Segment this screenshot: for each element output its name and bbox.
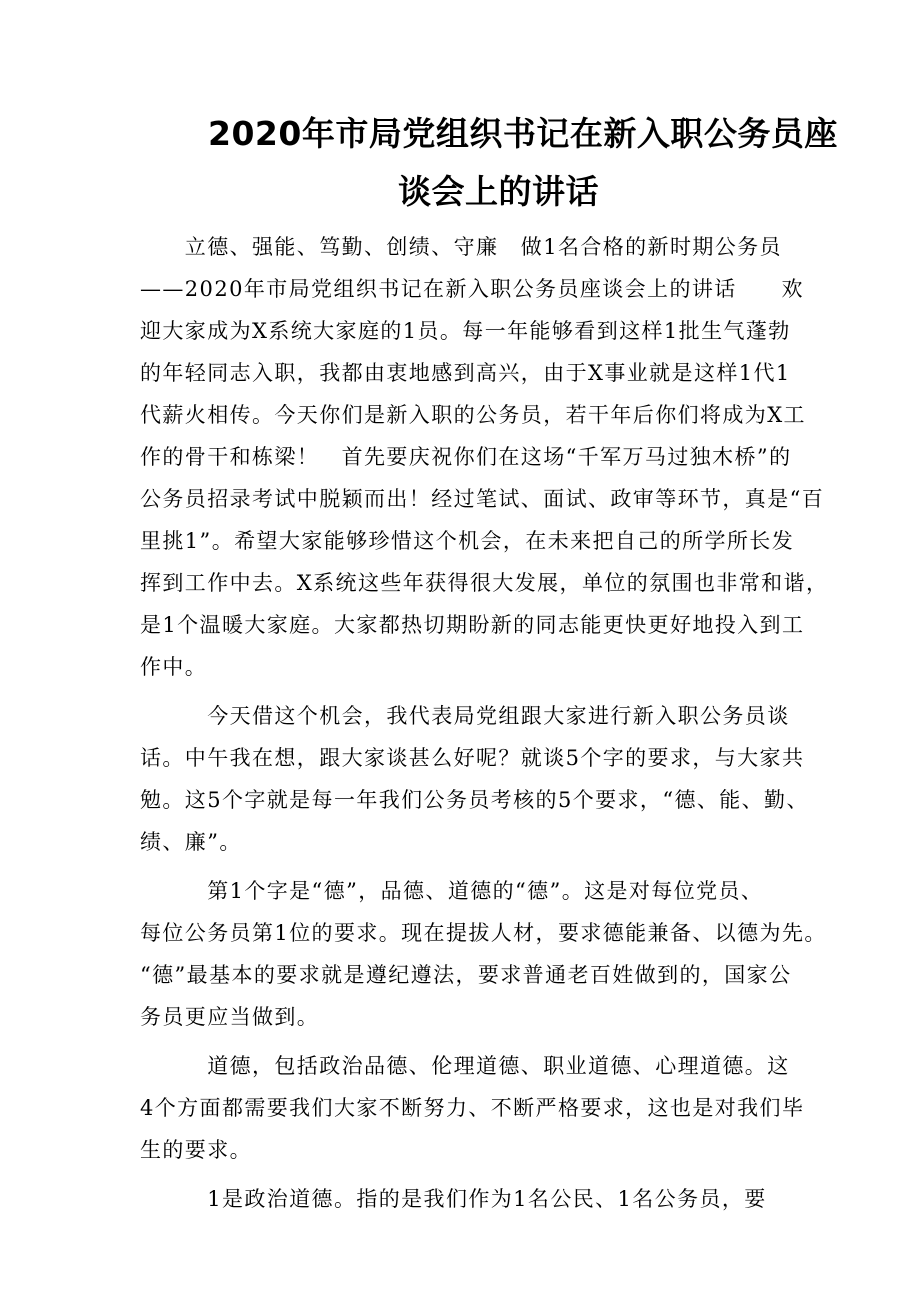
body-line: 立德、强能、笃勤、创绩、守廉 做1名合格的新时期公务员 <box>140 235 782 259</box>
body-line: 作中。 <box>140 655 208 679</box>
body-line: 挥到工作中去。X系统这些年获得很大发展，单位的氛围也非常和谐， <box>140 571 829 595</box>
body-line: 勉。这5个字就是每一年我们公务员考核的5个要求，“德、能、勤、 <box>140 788 809 812</box>
body-line: 的年轻同志入职，我都由衷地感到高兴，由于X事业就是这样1代1 <box>140 361 791 385</box>
body-line: 是1个温暖大家庭。大家都热切期盼新的同志能更快更好地投入到工 <box>140 613 805 637</box>
body-line: 1是政治道德。指的是我们作为1名公民、1名公务员，要 <box>140 1187 767 1211</box>
body-line: 4个方面都需要我们大家不断努力、不断严格要求，这也是对我们毕 <box>140 1096 805 1120</box>
body-line: 公务员招录考试中脱颖而出！经过笔试、面试、政审等环节，真是“百 <box>140 487 825 511</box>
body-line: 里挑1”。希望大家能够珍惜这个机会，在未来把自己的所学所长发 <box>140 529 795 553</box>
document-title-line-2: 谈会上的讲话 <box>398 172 599 211</box>
body-line: 每位公务员第1位的要求。现在提拔人材，要求德能兼备、以德为先。 <box>140 921 827 945</box>
body-line: 迎大家成为X系统大家庭的1员。每一年能够看到这样1批生气蓬勃 <box>140 319 791 343</box>
body-line: 作的骨干和栋梁！ 首先要庆祝你们在这场“千军万马过独木桥”的 <box>140 445 792 469</box>
document-title-line-1: 2020年市局党组织书记在新入职公务员座 <box>208 114 838 153</box>
body-line: 务员更应当做到。 <box>140 1005 320 1029</box>
body-line: 道德，包括政治品德、伦理道德、职业道德、心理道德。这 <box>140 1054 790 1078</box>
body-line: 第1个字是“德”，品德、道德的“德”。这是对每位党员、 <box>140 879 764 903</box>
body-line: 绩、廉”。 <box>140 830 242 854</box>
body-line: 代薪火相传。今天你们是新入职的公务员，若干年后你们将成为X工 <box>140 403 806 427</box>
body-line: 今天借这个机会，我代表局党组跟大家进行新入职公务员谈 <box>140 704 790 728</box>
body-line: 生的要求。 <box>140 1138 252 1162</box>
body-line: 话。中午我在想，跟大家谈甚么好呢？就谈5个字的要求，与大家共 <box>140 746 805 770</box>
body-line: ——2020年市局党组织书记在新入职公务员座谈会上的讲话 欢 <box>140 277 804 301</box>
body-line: “德”最基本的要求就是遵纪遵法，要求普通老百姓做到的，国家公 <box>140 963 792 987</box>
